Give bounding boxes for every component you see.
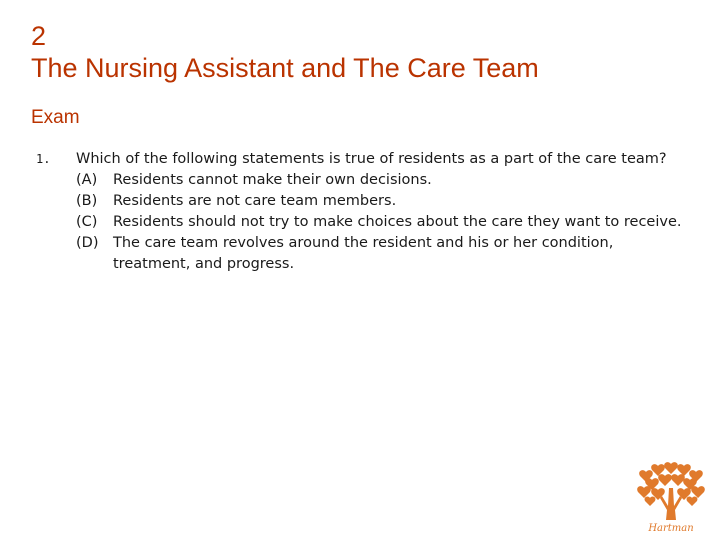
option-text: Residents should not try to make choices about the care they want to receive. [113,214,682,230]
option-text: Residents are not care team members. [113,193,397,209]
chapter-number: 2 [31,21,47,51]
question-stem: Which of the following statements is true of residents as a part of the care team? [76,151,667,167]
option-label: (D) [76,235,99,251]
hartman-logo [636,458,706,534]
option-d [76,233,686,275]
option-c [76,212,686,233]
heart-tree-icon [636,458,706,534]
logo-text: Hartman [648,523,694,534]
option-b [76,191,686,212]
question-number: 1. [36,152,51,166]
option-text: The care team revolves around the resident and his or her condition, treatment, and progress. [113,235,614,272]
option-label: (C) [76,214,98,230]
slide-title [31,20,539,84]
option-text: Residents cannot make their own decisions. [113,172,432,188]
option-label: (B) [76,193,98,209]
option-a [76,170,686,191]
chapter-title: The Nursing Assistant and The Care Team [31,53,539,83]
question-body [76,149,686,275]
section-heading: Exam [31,107,80,128]
question-block [36,149,686,275]
option-label: (A) [76,172,98,188]
